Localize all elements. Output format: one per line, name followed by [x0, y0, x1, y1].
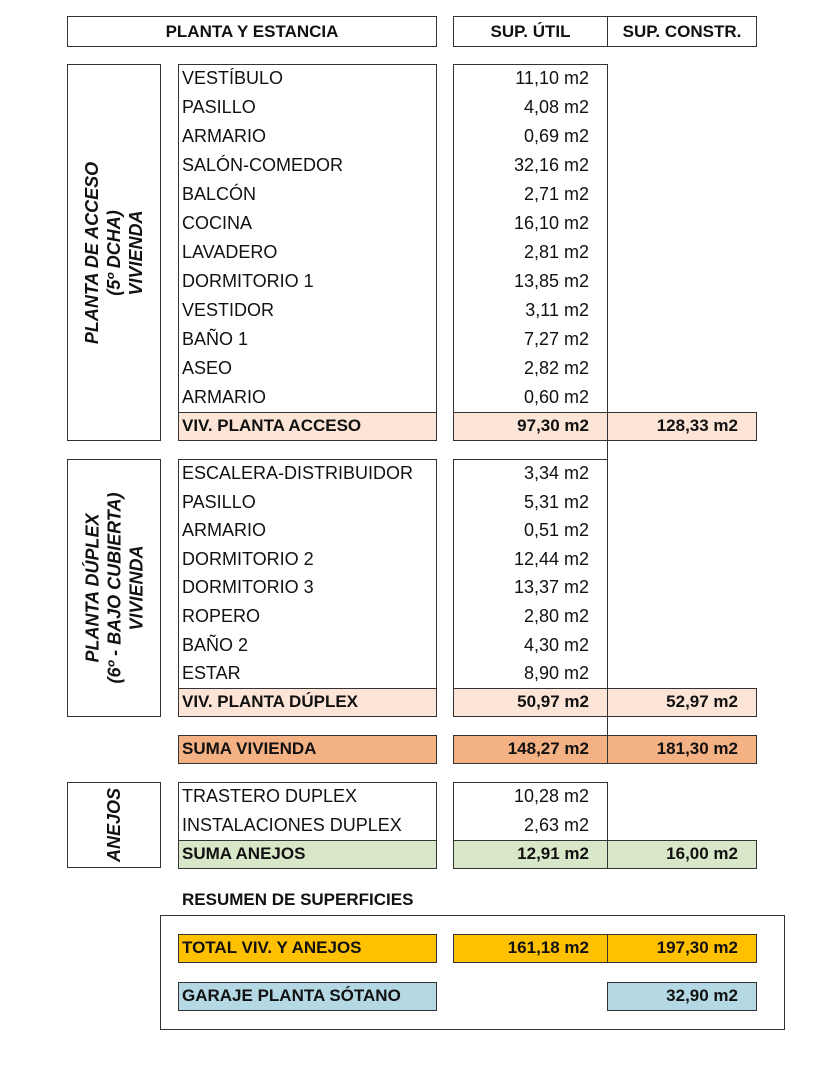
room-util-value: 13,37 m2	[513, 577, 589, 598]
room-util-value: 2,82 m2	[523, 358, 589, 378]
section-label-acceso	[67, 64, 161, 441]
room-util-value: 2,81 m2	[523, 242, 589, 262]
acceso-room-utils	[454, 64, 607, 412]
room-util-value: 8,90 m2	[523, 663, 589, 684]
room-util-value: 2,80 m2	[523, 606, 589, 626]
room-name: PASILLO	[182, 491, 256, 512]
room-util-value: 7,27 m2	[523, 329, 589, 349]
connector-line	[607, 717, 608, 735]
room-name: LAVADERO	[182, 242, 278, 262]
room-name: VESTIDOR	[182, 300, 275, 320]
acceso-total-constr: 128,33 m2	[607, 412, 757, 441]
section-label-anejos	[67, 782, 161, 868]
duplex-total-constr: 52,97 m2	[607, 688, 757, 717]
room-util-value: 5,31 m2	[523, 491, 589, 512]
acceso-label-line2: (5º DCHA)	[104, 209, 124, 296]
room-name: PASILLO	[182, 97, 256, 117]
header-sup-util: SUP. ÚTIL	[453, 16, 608, 47]
room-name: ROPERO	[182, 606, 261, 626]
resumen-total-name: TOTAL VIV. Y ANEJOS	[178, 934, 437, 963]
header-planta-estancia: PLANTA Y ESTANCIA	[67, 16, 437, 47]
room-name: ESCALERA-DISTRIBUIDOR	[182, 463, 414, 483]
resumen-garaje-name: GARAJE PLANTA SÓTANO	[178, 982, 437, 1011]
duplex-label-line1: PLANTA DÚPLEX	[82, 513, 103, 663]
acceso-label-line1: PLANTA DE ACCESO	[82, 161, 102, 344]
anejos-total-name: SUMA ANEJOS	[178, 840, 437, 869]
room-util-value: 3,34 m2	[523, 463, 589, 483]
resumen-garaje-constr: 32,90 m2	[607, 982, 757, 1011]
acceso-total-util: 97,30 m2	[453, 412, 608, 441]
suma-vivienda-util: 148,27 m2	[453, 735, 608, 764]
room-util-value: 11,10 m2	[515, 68, 589, 88]
room-name: BAÑO 1	[182, 329, 249, 349]
suma-vivienda-name: SUMA VIVIENDA	[178, 735, 437, 764]
duplex-room-names	[179, 459, 436, 688]
room-util-value: 16,10 m2	[513, 213, 589, 233]
room-util-value: 0,69 m2	[523, 126, 589, 146]
resumen-title: RESUMEN DE SUPERFICIES	[182, 890, 414, 909]
duplex-label-line2: (6º - BAJO CUBIERTA)	[104, 492, 125, 684]
anejos-total-constr: 16,00 m2	[607, 840, 757, 869]
room-name: ESTAR	[182, 663, 241, 684]
room-name: ARMARIO	[182, 126, 267, 146]
room-util-value: 2,71 m2	[523, 184, 589, 204]
room-name: ARMARIO	[182, 520, 267, 541]
room-util-value: 0,51 m2	[523, 520, 589, 541]
room-name: SALÓN-COMEDOR	[182, 155, 344, 175]
room-name: BAÑO 2	[182, 634, 249, 655]
duplex-total-name: VIV. PLANTA DÚPLEX	[178, 688, 437, 717]
room-name: ARMARIO	[182, 387, 267, 407]
room-name: ASEO	[182, 358, 233, 378]
duplex-total-util: 50,97 m2	[453, 688, 608, 717]
room-util-value: 32,16 m2	[513, 155, 589, 175]
room-util-value: 2,63 m2	[523, 815, 589, 835]
room-name: COCINA	[182, 213, 253, 233]
room-name: VESTÍBULO	[182, 68, 284, 88]
room-name: INSTALACIONES DUPLEX	[182, 815, 402, 835]
acceso-room-names	[179, 64, 436, 412]
room-util-value: 13,85 m2	[513, 271, 589, 291]
resumen-box	[160, 915, 785, 1030]
room-name: BALCÓN	[182, 184, 257, 204]
anejos-room-utils	[454, 782, 607, 840]
resumen-total-constr: 197,30 m2	[607, 934, 757, 963]
room-util-value: 3,11 m2	[525, 300, 589, 320]
connector-line	[607, 441, 608, 459]
header-sup-constr: SUP. CONSTR.	[607, 16, 757, 47]
duplex-label-line3: VIVIENDA	[126, 545, 147, 631]
room-name: DORMITORIO 3	[182, 577, 314, 598]
room-name: TRASTERO DUPLEX	[182, 786, 358, 806]
room-util-value: 4,08 m2	[523, 97, 589, 117]
room-name: DORMITORIO 2	[182, 548, 314, 569]
anejos-room-names	[179, 782, 436, 840]
section-label-duplex	[67, 459, 161, 717]
suma-vivienda-constr: 181,30 m2	[607, 735, 757, 764]
anejos-label: ANEJOS	[104, 787, 124, 863]
acceso-label-line3: VIVIENDA	[126, 209, 146, 296]
room-util-value: 4,30 m2	[523, 634, 589, 655]
acceso-total-name: VIV. PLANTA ACCESO	[178, 412, 437, 441]
duplex-room-utils	[454, 459, 607, 688]
room-util-value: 0,60 m2	[523, 387, 589, 407]
anejos-total-util: 12,91 m2	[453, 840, 608, 869]
room-util-value: 12,44 m2	[513, 548, 589, 569]
room-name: DORMITORIO 1	[182, 271, 314, 291]
resumen-total-util: 161,18 m2	[453, 934, 608, 963]
room-util-value: 10,28 m2	[513, 786, 589, 806]
